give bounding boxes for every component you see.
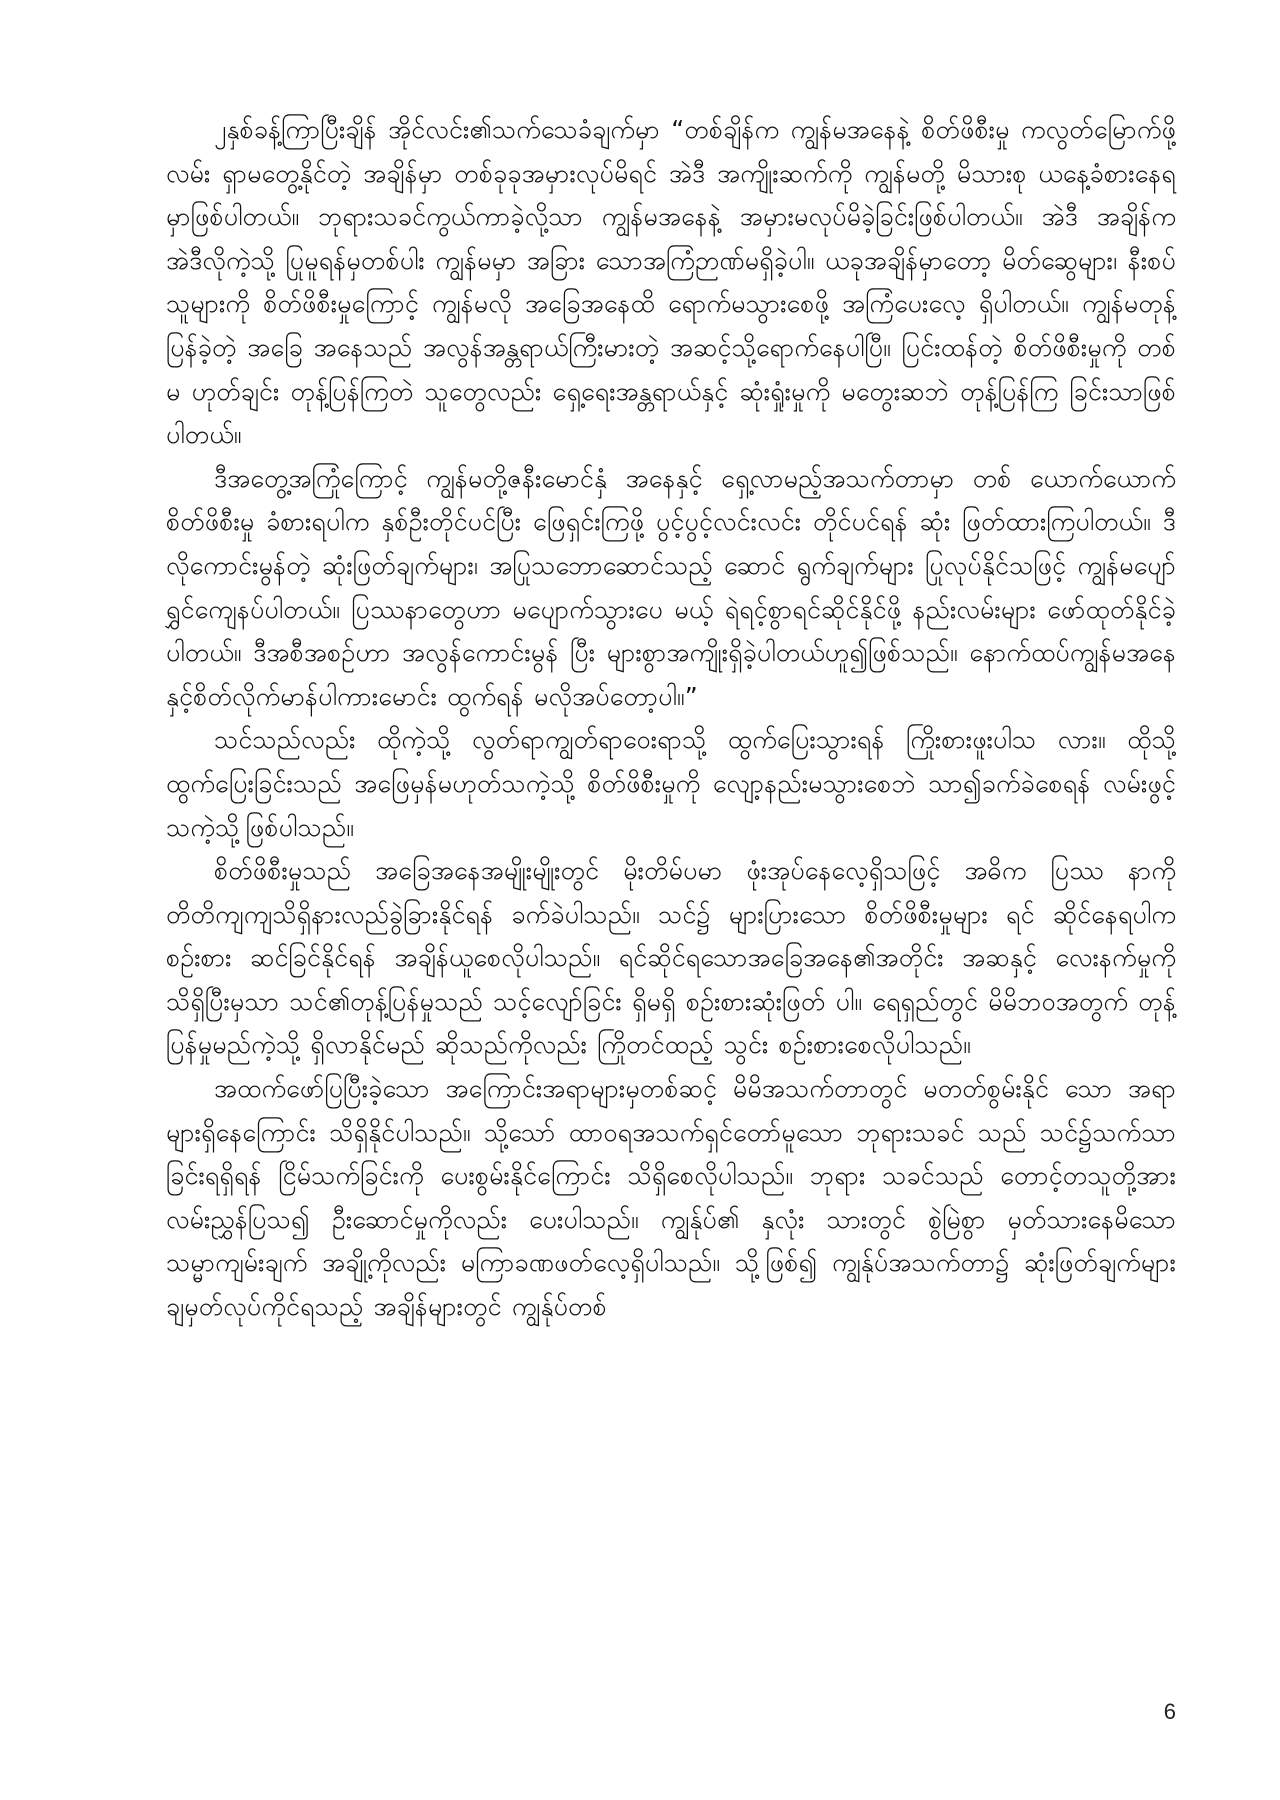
body-text [166,108,1176,1329]
paragraph-2: ဒီအတွေ့အကြုံကြောင့် ကျွန်မတို့ဇနီးမောင်နှံ အနေနှင့် ရှေ့လာမည့်အသက်တာမှာ တစ် ယောက်ယောက် စိတ်ဖိစီးမှု ခံစားရပါက နှစ်ဦးတိုင်ပင်ပြီး ဖြေရှင်းကြဖို့ ပွင့်ပွင့်လင်းလင်း တိုင်ပင်ရန် ဆုံး ဖြတ်ထားကြပါတယ်။ ဒီလိုကောင်းမွန်တဲ့ ဆုံးဖြတ်ချက်များ၊ အပြုသဘောဆောင်သည့် ဆောင် ရွက်ချက်များ ပြုလုပ်နိုင်သဖြင့် ကျွန်မပျော်ရွှင်ကျေနပ်ပါတယ်။ ပြဿနာတွေဟာ မပျောက်သွားပေ မယ့် ရဲရင့်စွာရင်ဆိုင်နိုင်ဖို့ နည်းလမ်းများ ဖော်ထုတ်နိုင်ခဲ့ပါတယ်။ ဒီအစီအစဉ်ဟာ အလွန်ကောင်းမွန် ပြီး များစွာအကျိုးရှိခဲ့ပါတယ်ဟူ၍ဖြစ်သည်။ နောက်ထပ်ကျွန်မအနေနှင့်စိတ်လိုက်မာန်ပါကားမောင်း ထွက်ရန် မလိုအပ်တော့ပါ။” [166,463,1176,711]
page-number: 6 [1163,1699,1176,1724]
paragraph-1: ၂နှစ်ခန့်ကြာပြီးချိန် အိုင်လင်း၏သက်သေခံချက်မှာ “တစ်ချိန်က ကျွန်မအနေနဲ့ စိတ်ဖိစီးမှု ကလွတ်မြောက်ဖို့လမ်း ရှာမတွေ့နိုင်တဲ့ အချိန်မှာ တစ်ခုခုအမှားလုပ်မိရင် အဲဒီ အကျိုးဆက်ကို ကျွန်မတို့ မိသားစု ယနေ့ခံစားနေရမှာဖြစ်ပါတယ်။ ဘုရားသခင်ကွယ်ကာခဲ့လို့သာ ကျွန်မအနေနဲ့ အမှားမလုပ်မိခဲ့ခြင်းဖြစ်ပါတယ်။ အဲဒီ အချိန်က အဲဒီလိုကဲ့သို့ ပြုမူရန်မှတစ်ပါး ကျွန်မမှာ အခြား သောအကြံဉာဏ်မရှိခဲ့ပါ။ ယခုအချိန်မှာတော့ မိတ်ဆွေများ၊ နီးစပ်သူများကို စိတ်ဖိစီးမှုကြောင့် ကျွန်မလို အခြေအနေထိ ရောက်မသွားစေဖို့ အကြံပေးလေ့ ရှိပါတယ်။ ကျွန်မတုန့်ပြန်ခဲ့တဲ့ အခြေ အနေသည် အလွန်အန္တရာယ်ကြီးမားတဲ့ အဆင့်သို့ရောက်နေပါပြီ။ ပြင်းထန်တဲ့ စိတ်ဖိစီးမှုကို တစ်မ ဟုတ်ချင်း တုန့်ပြန်ကြတဲ သူတွေလည်း ရှေ့ရေးအန္တရာယ်နှင့် ဆုံးရှုံးမှုကို မတွေးဆဘဲ တုန့်ပြန်ကြ ခြင်းသာဖြစ်ပါတယ်။ [166,115,1176,450]
paragraph-4: စိတ်ဖိစီးမှုသည် အခြေအနေအမျိုးမျိုးတွင် မိုးတိမ်ပမာ ဖုံးအုပ်နေလေ့ရှိသဖြင့် အဓိက ပြဿ နာကို တိတိကျကျသိရှိနားလည်ခွဲခြားနိုင်ရန် ခက်ခဲပါသည်။ သင်၌ များပြားသော စိတ်ဖိစီးမှုများ ရင် ဆိုင်နေရပါက စဉ်းစား ဆင်ခြင်နိုင်ရန် အချိန်ယူစေလိုပါသည်။ ရင်ဆိုင်ရသောအခြေအနေ၏အတိုင်း အဆနှင့် လေးနက်မှုကို သိရှိပြီးမှသာ သင်၏တုန့်ပြန်မှုသည် သင့်လျော်ခြင်း ရှိမရှိ စဉ်းစားဆုံးဖြတ် ပါ။ ရေရှည်တွင် မိမိဘဝအတွက် တုန့်ပြန်မှုမည်ကဲ့သို့ ရှိလာနိုင်မည် ဆိုသည်ကိုလည်း ကြိုတင်ထည့် သွင်း စဉ်းစားစေလိုပါသည်။ [166,856,1176,1060]
paragraph-5: အထက်ဖော်ပြပြီးခဲ့သော အကြောင်းအရာများမှတစ်ဆင့် မိမိအသက်တာတွင် မတတ်စွမ်းနိုင် သော အရာများရှိနေကြောင်း သိရှိနိုင်ပါသည်။ သို့သော် ထာဝရအသက်ရှင်တော်မူသော ဘုရားသခင် သည် သင်၌သက်သာခြင်းရရှိရန် ငြိမ်သက်ခြင်းကို ပေးစွမ်းနိုင်ကြောင်း သိရှိစေလိုပါသည်။ ဘုရား သခင်သည် တောင့်တသူတို့အား လမ်းညွှန်ပြသ၍ ဦးဆောင်မှုကိုလည်း ပေးပါသည်။ ကျွန်ုပ်၏ နှလုံး သားတွင် စွဲမြဲစွာ မှတ်သားနေမိသော သမ္မာကျမ်းချက် အချို့ကိုလည်း မကြာခဏဖတ်လေ့ရှိပါသည်။ သို့ဖြစ်၍ ကျွန်ုပ်အသက်တာ၌ ဆုံးဖြတ်ချက်များ ချမှတ်လုပ်ကိုင်ရသည့် အချိန်များတွင် ကျွန်ုပ်တစ် [166,1074,1176,1322]
paragraph-3: သင်သည်လည်း ထိုကဲ့သို့ လွတ်ရာကျွတ်ရာဝေးရာသို့ ထွက်ပြေးသွားရန် ကြိုးစားဖူးပါသ လား။ ထိုသို့ထွက်ပြေးခြင်းသည် အဖြေမှန်မဟုတ်သကဲ့သို့ စိတ်ဖိစီးမှုကို လျော့နည်းမသွားစေဘဲ သာ၍ခက်ခဲစေရန် လမ်းဖွင့်သကဲ့သို့ဖြစ်ပါသည်။ [166,725,1176,842]
